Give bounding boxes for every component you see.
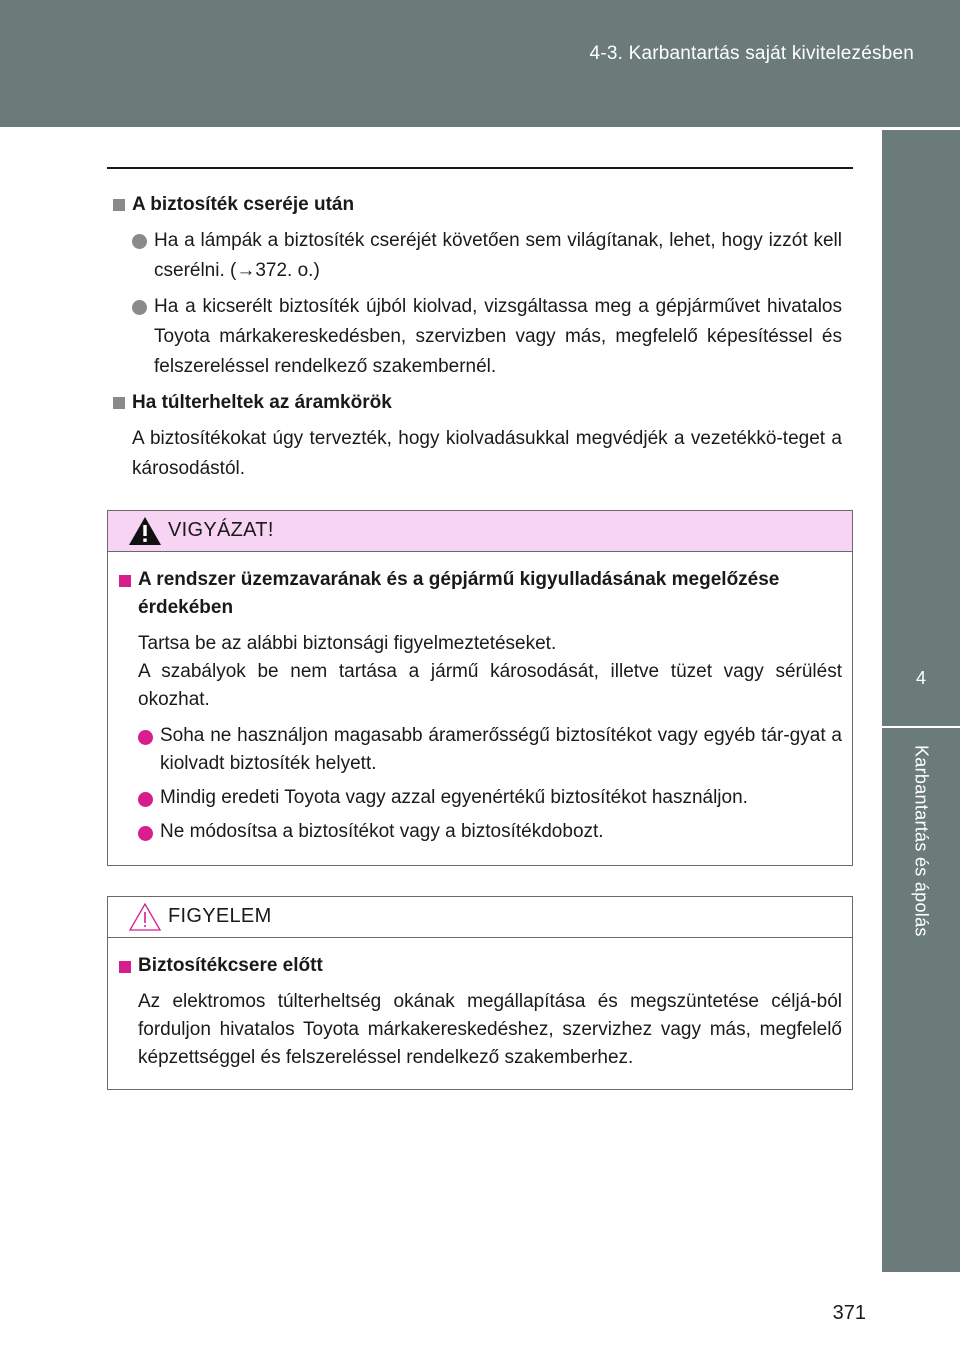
round-bullet-icon bbox=[138, 826, 153, 841]
round-bullet-icon bbox=[138, 730, 153, 745]
warning-box-title: VIGYÁZAT! bbox=[168, 519, 274, 541]
notice-heading bbox=[118, 952, 842, 980]
list-item-text: Ha a lámpák a biztosíték cseréjét követően sem világítanak, lehet, hogy izzót kell cserélni. (→372. o.) bbox=[154, 230, 842, 281]
top-divider bbox=[107, 167, 853, 169]
list-item bbox=[112, 226, 842, 286]
notice-box-body bbox=[108, 938, 852, 1098]
warning-box bbox=[107, 510, 853, 866]
warning-heading-text: A rendszer üzemzavarának és a gépjármű kigyulladásának megelőzése érdekében bbox=[138, 569, 780, 618]
page-header-band bbox=[0, 0, 960, 127]
notice-box-title: FIGYELEM bbox=[168, 905, 272, 927]
square-bullet-icon bbox=[113, 397, 125, 409]
chapter-label: Karbantartás és ápolás bbox=[911, 745, 932, 937]
list-item-text: Ne módosítsa a biztosítékot vagy a biztosítékdobozt. bbox=[160, 821, 604, 842]
notice-box-header bbox=[108, 897, 852, 938]
section-heading-text: Ha túlterheltek az áramkörök bbox=[132, 392, 392, 413]
main-content bbox=[112, 190, 842, 492]
warning-box-body bbox=[108, 552, 852, 870]
square-bullet-icon bbox=[119, 575, 131, 587]
warning-triangle-icon bbox=[128, 516, 162, 546]
square-bullet-icon bbox=[113, 199, 125, 211]
list-item bbox=[118, 818, 842, 846]
list-item-text: Soha ne használjon magasabb áramerősségű biztosítékot vagy egyéb tár-gyat a kiolvadt biztosíték helyett. bbox=[160, 725, 842, 774]
warning-box-header bbox=[108, 511, 852, 552]
warning-heading bbox=[118, 566, 842, 622]
paragraph: A biztosítékokat úgy tervezték, hogy kiolvadásukkal megvédjék a vezetékkö-teget a károsodástól. bbox=[132, 428, 842, 479]
section-heading bbox=[112, 388, 842, 418]
notice-heading-text: Biztosítékcsere előtt bbox=[138, 955, 323, 976]
section-heading-text: A biztosíték cseréje után bbox=[132, 194, 355, 215]
warning-intro: A szabályok be nem tartása a jármű károsodását, illetve tüzet vagy sérülést okozhat. bbox=[138, 661, 842, 710]
list-item-text: Ha a kicserélt biztosíték újból kiolvad, vizsgáltassa meg a gépjárművet hivatalos Toyota márkakereskedésben, szervizben vagy más, megfelelő képesítéssel és felszereléssel rendelkező szakembernél. bbox=[154, 296, 842, 377]
page-number: 371 bbox=[832, 1302, 866, 1324]
caution-outline-triangle-icon bbox=[128, 902, 162, 932]
list-item bbox=[112, 292, 842, 382]
round-bullet-icon bbox=[138, 792, 153, 807]
notice-text: Az elektromos túlterheltség okának megállapítása és megszüntetése céljá-ból forduljon hivatalos Toyota márkakereskedéshez, szervizhez vagy más, megfelelő képzettséggel és felszereléssel rendelkező szakemberhez. bbox=[138, 991, 842, 1068]
list-item bbox=[118, 784, 842, 812]
list-item bbox=[118, 722, 842, 778]
square-bullet-icon bbox=[119, 961, 131, 973]
round-bullet-icon bbox=[132, 300, 147, 315]
list-item-text: Mindig eredeti Toyota vagy azzal egyenértékű biztosítékot használjon. bbox=[160, 787, 748, 808]
section-title: 4-3. Karbantartás saját kivitelezésben bbox=[589, 43, 914, 64]
warning-intro: Tartsa be az alábbi biztonsági figyelmeztetéseket. bbox=[138, 633, 557, 654]
notice-box bbox=[107, 896, 853, 1090]
round-bullet-icon bbox=[132, 234, 147, 249]
chapter-number: 4 bbox=[915, 668, 926, 688]
section-heading bbox=[112, 190, 842, 220]
